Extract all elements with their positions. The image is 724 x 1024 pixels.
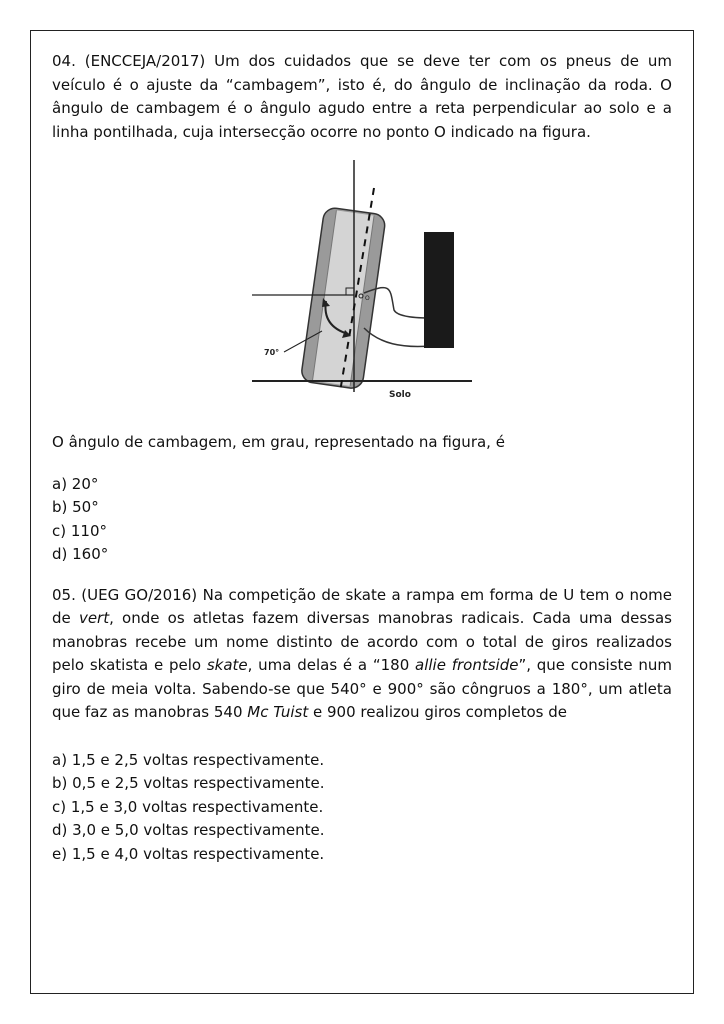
option-d: d) 160°: [52, 545, 109, 563]
option-a: a) 1,5 e 2,5 voltas respectivamente.: [52, 750, 325, 769]
tire: [300, 207, 386, 390]
vehicle-body-block: [424, 232, 454, 348]
q05-text-part3: , uma delas é a “180: [247, 656, 416, 674]
q05-text-part5: e 900 realizou giros completos de: [308, 703, 567, 721]
q05-italic-allie-frontside: allie frontside: [415, 656, 519, 674]
camber-figure: [52, 160, 672, 410]
camber-diagram: [252, 160, 472, 410]
q05-text-part2: , onde os atletas fazem diversas manobras radicais. Cada uma dessas manobras recebe um nome distinto de acordo com o total de giros realizados pelo skatista e pelo: [52, 609, 672, 674]
question-04-stem: O ângulo de cambagem, em grau, representado na figura, é: [52, 433, 505, 451]
option-a: a) 20°: [52, 474, 99, 493]
question-05-options: [52, 749, 672, 867]
worksheet-content: [52, 50, 672, 866]
option-b: b) 0,5 e 2,5 voltas respectivamente.: [52, 774, 325, 792]
suspension-arm-lower: [364, 328, 430, 346]
q05-text-part1: 05. (UEG GO/2016) Na competição de skate a rampa em forma de U tem o nome de: [52, 585, 672, 627]
option-e: e) 1,5 e 4,0 voltas respectivamente.: [52, 844, 325, 863]
q05-text-part4: ”, que consiste num giro de meia volta. Sabendo-se que 540° e 900° são côngruos a 180°, um atleta que faz as manobras 540: [52, 656, 673, 721]
question-05-text: [52, 584, 672, 725]
option-b: b) 50°: [52, 498, 99, 516]
point-o-label: O: [365, 295, 370, 302]
option-c: c) 110°: [52, 521, 107, 540]
option-d: d) 3,0 e 5,0 voltas respectivamente.: [52, 821, 325, 839]
question-04-text: 04. (ENCCEJA/2017) Um dos cuidados que se deve ter com os pneus de um veículo é o ajuste da “cambagem”, isto é, do ângulo de inclinação da roda. O ângulo de cambagem é o ângulo agudo entre a reta perpendicular ao solo e a linha pontilhada, cuja intersecção ocorre no ponto O indicado na figura.: [52, 52, 672, 141]
q05-italic-skate: skate: [206, 656, 248, 674]
ground-label: Solo: [389, 390, 411, 400]
option-c: c) 1,5 e 3,0 voltas respectivamente.: [52, 797, 324, 816]
question-04-options: [52, 473, 672, 567]
q05-italic-vert: vert: [78, 609, 110, 627]
q05-italic-mc-tuist: Mc Tuist: [247, 703, 309, 721]
angle-label: 70°: [264, 348, 280, 357]
